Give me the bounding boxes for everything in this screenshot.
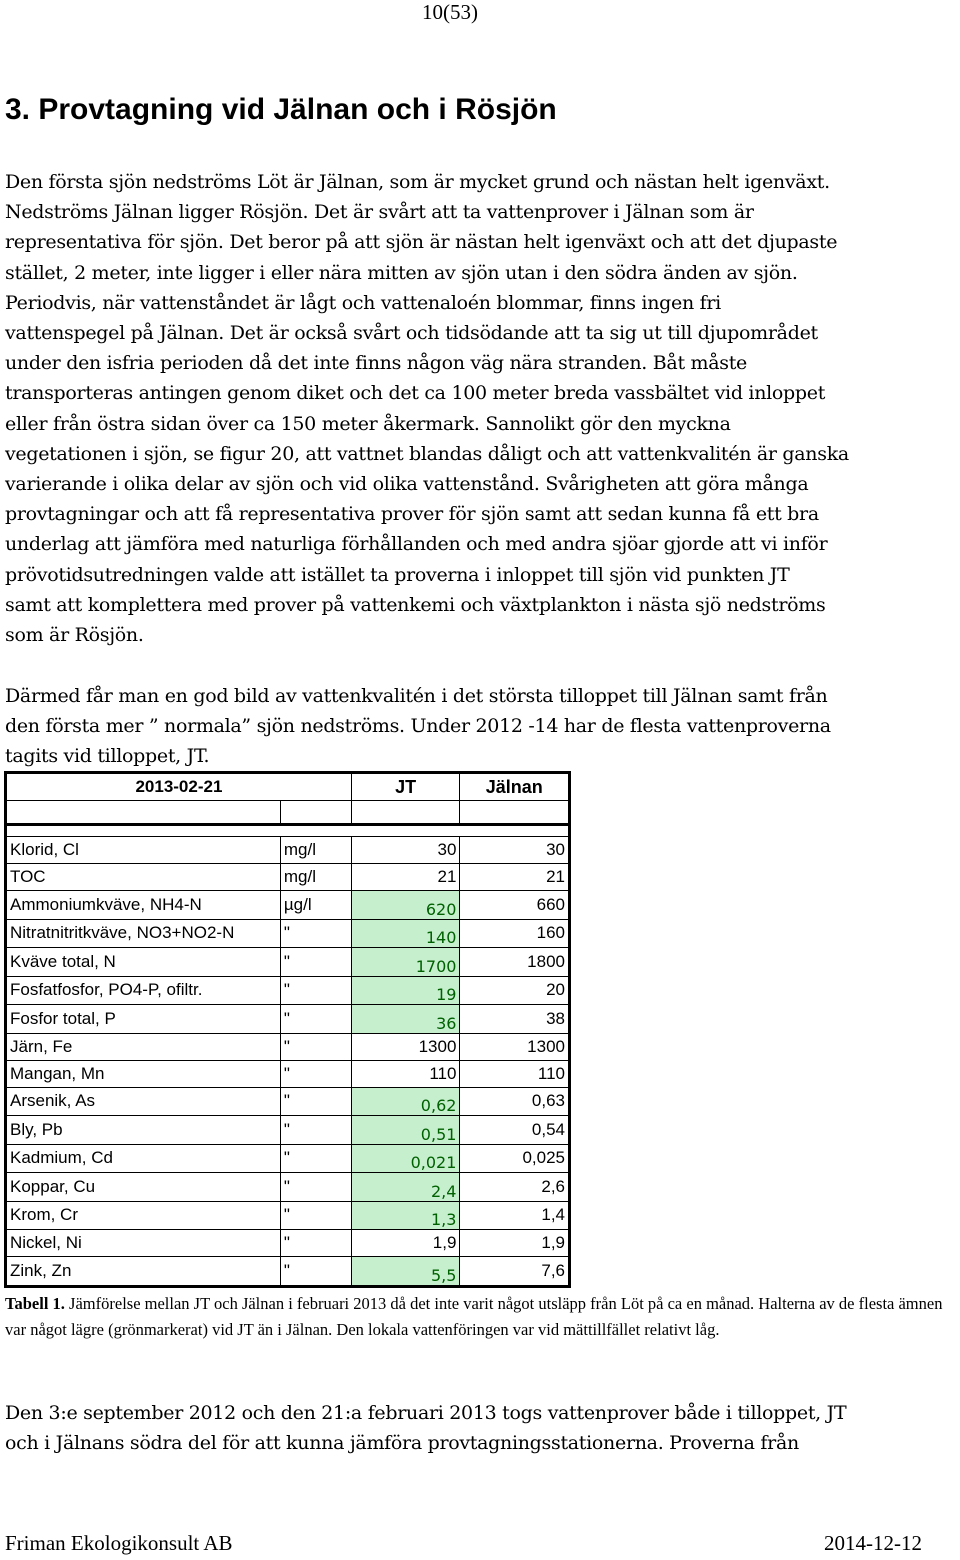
jt-value-cell: 1,3 (351, 1201, 460, 1230)
unit-cell: " (280, 1173, 351, 1202)
text-line: vattenspegel på Jälnan. Det är också svårt och tidsödande att ta sig ut till djupområdet (5, 322, 818, 345)
table-row (6, 1257, 570, 1287)
unit-cell: " (280, 1116, 351, 1145)
unit-cell: mg/l (280, 864, 351, 891)
spacer-cell (6, 825, 570, 837)
paragraph-intro (5, 167, 960, 650)
text-line: vegetationen i sjön, se figur 20, att vattnet blandas dåligt och att vattenkvalitén är ganska (5, 442, 849, 465)
table-row (6, 1201, 570, 1230)
text-line: stället, 2 meter, inte ligger i eller nära mitten av sjön utan i den södra änden av sjön. (5, 261, 798, 284)
jalnan-value-cell: 660 (460, 891, 570, 920)
unit-cell: " (280, 919, 351, 948)
jt-value-cell: 19 (351, 976, 460, 1005)
jt-value-cell: 110 (351, 1060, 460, 1087)
table-row (6, 976, 570, 1005)
caption-text: Jämförelse mellan JT och Jälnan i februari 2013 då det inte varit något utsläpp från Löt på ca en månad. Halterna av de flesta ämnen var något lägre (grönmarkerat) vid JT än i Jälnan. Den lokala vattenföringen var vid mättillfället relativt låg. (5, 1294, 943, 1339)
unit-cell: " (280, 1257, 351, 1287)
jalnan-value-cell: 1800 (460, 948, 570, 977)
parameter-name: Nitratnitritkväve, NO3+NO2-N (6, 919, 281, 948)
footer-date: 2014-12-12 (824, 1531, 922, 1555)
parameter-name: Mangan, Mn (6, 1060, 281, 1087)
text-line: och i Jälnans södra del för att kunna jämföra provtagningsstationerna. Proverna från (5, 1432, 799, 1455)
jt-value-cell: 0,021 (351, 1144, 460, 1173)
text-line: representativa för sjön. Det beror på att sjön är nästan helt igenväxt och att det djupaste (5, 231, 838, 254)
text-line: eller från östra sidan över ca 150 meter åkermark. Sannolikt gör den myckna (5, 412, 731, 435)
jt-value-cell: 1700 (351, 948, 460, 977)
paragraph-sampling (5, 1398, 960, 1458)
table-row (6, 948, 570, 977)
footer-company: Friman Ekologikonsult AB (5, 1531, 233, 1555)
parameter-name: Fosfatfosfor, PO4-P, ofiltr. (6, 976, 281, 1005)
jalnan-value-cell: 0,54 (460, 1116, 570, 1145)
parameter-name: TOC (6, 864, 281, 891)
text-line: varierande i olika delar av sjön och vid olika vattenstånd. Svårigheten att göra många (5, 473, 809, 496)
jalnan-value-cell: 7,6 (460, 1257, 570, 1287)
unit-cell: " (280, 1201, 351, 1230)
jalnan-value-cell: 0,025 (460, 1144, 570, 1173)
paragraph-summary (5, 681, 960, 772)
parameter-name: Fosfor total, P (6, 1005, 281, 1034)
table-row (6, 1087, 570, 1116)
jt-value-cell: 620 (351, 891, 460, 920)
table-row (6, 864, 570, 891)
table-row (6, 1060, 570, 1087)
jalnan-value-cell: 38 (460, 1005, 570, 1034)
unit-cell: " (280, 1033, 351, 1060)
text-line: Nedströms Jälnan ligger Rösjön. Det är svårt att ta vattenprover i Jälnan som är (5, 201, 754, 224)
table-spacer-row (6, 825, 570, 837)
jalnan-value-cell: 1,4 (460, 1201, 570, 1230)
unit-cell: " (280, 1060, 351, 1087)
parameter-name: Kväve total, N (6, 948, 281, 977)
jalnan-value-cell: 160 (460, 919, 570, 948)
unit-cell: µg/l (280, 891, 351, 920)
text-line: prövotidsutredningen valde att istället ta proverna i inloppet till sjön vid punkten JT (5, 563, 790, 586)
text-line: samt att komplettera med prover på vattenkemi och växtplankton i nästa sjö nedströms (5, 593, 826, 616)
unit-cell: " (280, 976, 351, 1005)
table-row (6, 1033, 570, 1060)
parameter-name: Bly, Pb (6, 1116, 281, 1145)
text-line: den första mer ” normala” sjön nedströms. Under 2012 -14 har de flesta vattenproverna (5, 715, 831, 738)
table-row (6, 1173, 570, 1202)
jt-value-cell: 140 (351, 919, 460, 948)
jalnan-value-cell: 1,9 (460, 1230, 570, 1257)
column-header-jalnan: Jälnan (460, 773, 570, 801)
parameter-name: Järn, Fe (6, 1033, 281, 1060)
page-number: 10(53) (422, 0, 478, 24)
parameter-name: Zink, Zn (6, 1257, 281, 1287)
jt-value-cell: 21 (351, 864, 460, 891)
blank-cell (6, 801, 281, 825)
table-header-row (6, 773, 570, 801)
text-line: Den 3:e september 2012 och den 21:a februari 2013 togs vattenprover både i tilloppet, JT (5, 1402, 847, 1424)
unit-cell: " (280, 1144, 351, 1173)
table-blank-row (6, 801, 570, 825)
parameter-name: Krom, Cr (6, 1201, 281, 1230)
parameter-name: Arsenik, As (6, 1087, 281, 1116)
jalnan-value-cell: 0,63 (460, 1087, 570, 1116)
unit-cell: " (280, 1087, 351, 1116)
parameter-name: Kadmium, Cd (6, 1144, 281, 1173)
text-line: Periodvis, när vattenståndet är lågt och vattenaloén blommar, finns ingen fri (5, 291, 721, 314)
caption-label: Tabell 1. (5, 1294, 65, 1313)
table-row (6, 1005, 570, 1034)
unit-cell: " (280, 1005, 351, 1034)
jalnan-value-cell: 30 (460, 837, 570, 864)
table-row (6, 1144, 570, 1173)
jt-value-cell: 1,9 (351, 1230, 460, 1257)
text-line: som är Rösjön. (5, 624, 144, 647)
text-line: Därmed får man en god bild av vattenkvalitén i det största tilloppet till Jälnan samt från (5, 685, 828, 707)
table-row (6, 919, 570, 948)
jalnan-value-cell: 2,6 (460, 1173, 570, 1202)
text-line: Den första sjön nedströms Löt är Jälnan, som är mycket grund och nästan helt igenväxt. (5, 171, 830, 193)
jt-value-cell: 0,51 (351, 1116, 460, 1145)
jt-value-cell: 0,62 (351, 1087, 460, 1116)
text-line: under den isfria perioden då det inte finns någon väg nära stranden. Båt måste (5, 352, 747, 375)
jalnan-value-cell: 20 (460, 976, 570, 1005)
blank-cell (351, 801, 460, 825)
text-line: tagits vid tilloppet, JT. (5, 745, 210, 768)
parameter-name: Ammoniumkväve, NH4-N (6, 891, 281, 920)
jt-value-cell: 1300 (351, 1033, 460, 1060)
unit-cell: " (280, 1230, 351, 1257)
column-header-jt: JT (351, 773, 460, 801)
jt-value-cell: 30 (351, 837, 460, 864)
table-date-header: 2013-02-21 (6, 773, 352, 801)
text-line: provtagningar och att få representativa prover för sjön samt att sedan kunna få ett bra (5, 503, 819, 526)
section-heading: 3. Provtagning vid Jälnan och i Rösjön (5, 93, 557, 126)
text-line: transporteras antingen genom diket och det ca 100 meter breda vassbältet vid inloppet (5, 382, 826, 405)
table-row (6, 1230, 570, 1257)
blank-cell (280, 801, 351, 825)
jalnan-value-cell: 110 (460, 1060, 570, 1087)
jalnan-value-cell: 21 (460, 864, 570, 891)
jt-value-cell: 2,4 (351, 1173, 460, 1202)
parameter-name: Nickel, Ni (6, 1230, 281, 1257)
table-row (6, 891, 570, 920)
table-row (6, 837, 570, 864)
blank-cell (460, 801, 570, 825)
parameter-name: Koppar, Cu (6, 1173, 281, 1202)
table-row (6, 1116, 570, 1145)
unit-cell: " (280, 948, 351, 977)
jalnan-value-cell: 1300 (460, 1033, 570, 1060)
jt-value-cell: 36 (351, 1005, 460, 1034)
parameter-name: Klorid, Cl (6, 837, 281, 864)
table-caption (5, 1291, 960, 1343)
water-quality-table (4, 771, 571, 1288)
text-line: underlag att jämföra med naturliga förhållanden och med andra sjöar gjorde att vi inför (5, 533, 828, 556)
jt-value-cell: 5,5 (351, 1257, 460, 1287)
unit-cell: mg/l (280, 837, 351, 864)
